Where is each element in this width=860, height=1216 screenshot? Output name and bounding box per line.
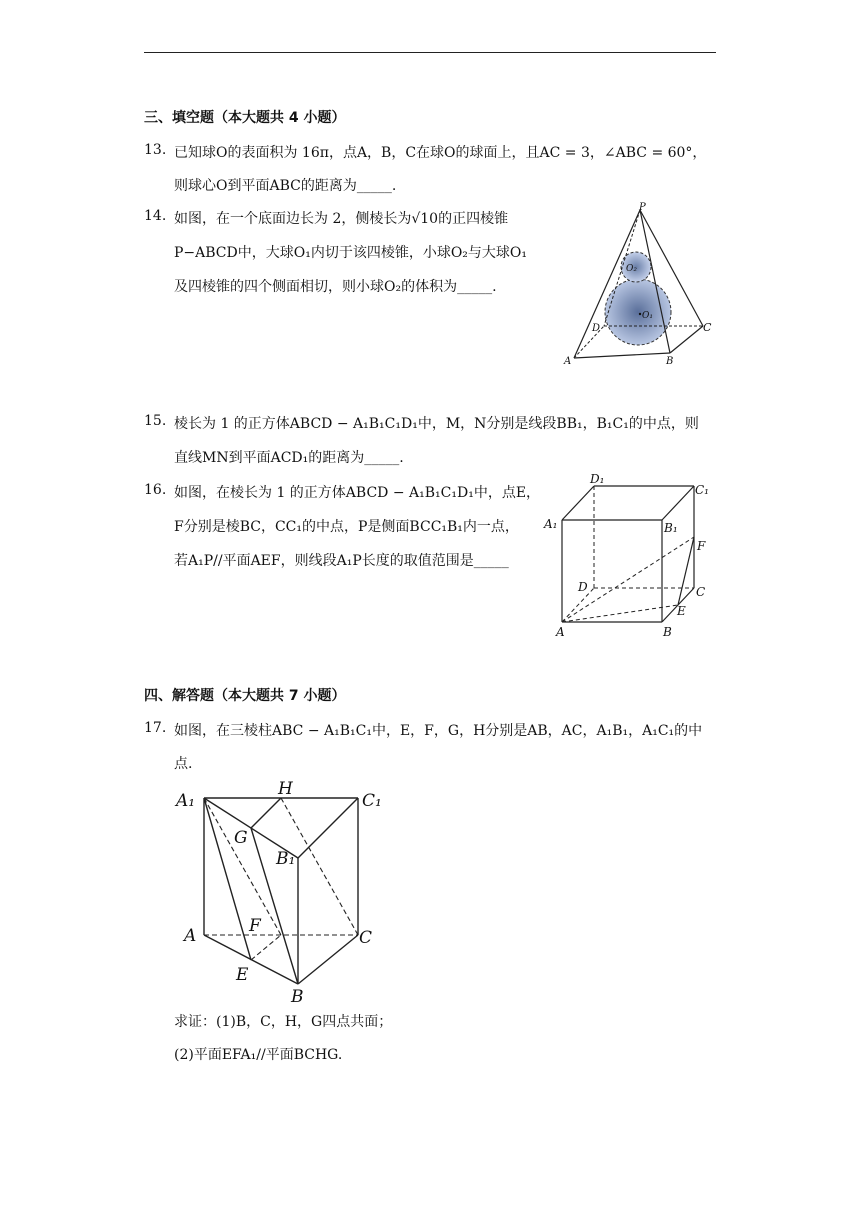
q14-line-2: P−ABCD中，大球O₁内切于该四棱锥，小球O₂与大球O₁ <box>174 245 528 261</box>
section-3-title: 三、填空题（本大题共 4 小题） <box>144 110 346 126</box>
q17-prism-figure <box>170 775 400 1007</box>
q17-label-A: A <box>184 926 197 946</box>
q17-line-1: 如图，在三棱柱ABC − A₁B₁C₁中，E，F，G，H分别是AB，AC，A₁B₁，A₁C₁的中 <box>174 723 703 739</box>
q14-label-B: B <box>666 356 674 367</box>
q14-label-D: D <box>592 323 601 334</box>
q17-label-F: F <box>249 916 261 936</box>
q13-line-1: 已知球O的表面积为 16π，点A，B，C在球O的球面上，且AC = 3，∠ABC = 60°， <box>174 145 707 161</box>
q17-label-B: B <box>291 987 304 1007</box>
q13-line-2: 则球心O到平面ABC的距离为_____. <box>174 178 397 194</box>
q14-label-O2: O₂ <box>626 264 637 274</box>
q16-label-B: B <box>663 625 672 639</box>
q16-number: 16. <box>144 482 167 498</box>
q17-label-C: C <box>359 928 373 948</box>
q14-pyramid-figure <box>560 200 720 370</box>
q15-line-2: 直线MN到平面ACD₁的距离为_____. <box>174 450 404 466</box>
q14-label-A: A <box>564 356 572 367</box>
q16-label-F: F <box>697 539 706 553</box>
q16-line-2: F分别是棱BC，CC₁的中点，P是侧面BCC₁B₁内一点， <box>174 519 519 535</box>
q17-label-H: H <box>278 779 293 799</box>
q16-label-D1: D₁ <box>590 472 605 486</box>
q17-label-A1: A₁ <box>176 791 196 811</box>
q16-line-3: 若A₁P//平面AEF，则线段A₁P长度的取值范围是_____ <box>174 553 509 569</box>
q14-label-P: P <box>639 202 646 213</box>
q14-label-C: C <box>703 321 712 334</box>
q16-label-B1: B₁ <box>664 521 678 535</box>
q14-label-O1: O₁ <box>642 311 653 321</box>
q17-label-G: G <box>234 828 248 848</box>
q17-label-E: E <box>236 965 249 985</box>
q15-line-1: 棱长为 1 的正方体ABCD − A₁B₁C₁D₁中，M，N分别是线段BB₁，B₁C₁的中点，则 <box>174 416 699 432</box>
header-rule <box>144 52 716 53</box>
q17-label-B1: B₁ <box>276 849 296 869</box>
q17-line-2: 点. <box>174 756 193 772</box>
q16-label-C1: C₁ <box>695 483 709 497</box>
q16-line-1: 如图，在棱长为 1 的正方体ABCD − A₁B₁C₁D₁中，点E， <box>174 485 541 501</box>
section-4-title: 四、解答题（本大题共 7 小题） <box>144 688 346 704</box>
q17-prove-2: (2)平面EFA₁//平面BCHG. <box>174 1047 343 1063</box>
q14-line-3: 及四棱锥的四个侧面相切，则小球O₂的体积为_____. <box>174 279 497 295</box>
q14-number: 14. <box>144 208 167 224</box>
q16-label-E: E <box>677 604 686 618</box>
q16-label-A1: A₁ <box>544 517 558 531</box>
q15-number: 15. <box>144 413 167 429</box>
q17-prove-1: 求证：(1)B，C，H，G四点共面； <box>174 1014 393 1030</box>
q17-number: 17. <box>144 720 167 736</box>
q17-label-C1: C₁ <box>362 791 382 811</box>
q16-cube-figure <box>540 470 725 645</box>
q16-label-D: D <box>578 580 588 594</box>
q14-line-1: 如图，在一个底面边长为 2，侧棱长为√10的正四棱锥 <box>174 211 509 227</box>
q16-label-C: C <box>696 585 706 599</box>
q16-label-A: A <box>556 625 565 639</box>
q13-number: 13. <box>144 142 167 158</box>
